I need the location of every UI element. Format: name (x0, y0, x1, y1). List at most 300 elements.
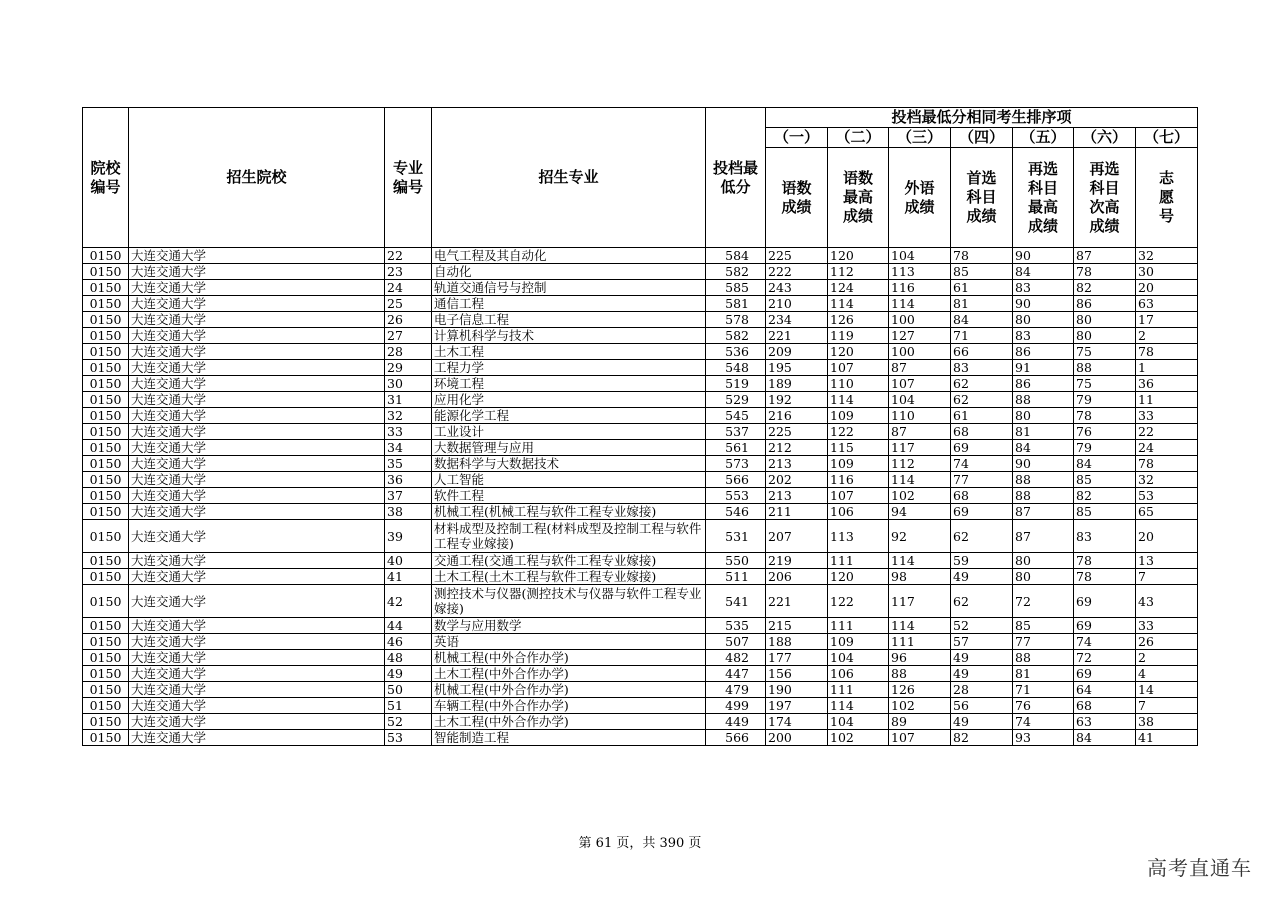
cell-min-score: 566 (706, 730, 766, 746)
cell-score-elective-max: 74 (1013, 714, 1074, 730)
cell-major-code: 39 (385, 520, 432, 553)
table-header (83, 108, 1198, 248)
cell-major-code: 36 (385, 472, 432, 488)
cell-score-first-subject: 61 (951, 280, 1013, 296)
cell-score-foreign: 126 (889, 682, 951, 698)
table-row (83, 312, 1198, 328)
cell-school-code: 0150 (83, 569, 129, 585)
table-row (83, 264, 1198, 280)
cell-school-name: 大连交通大学 (129, 650, 385, 666)
cell-score-elective-max: 84 (1013, 264, 1074, 280)
cell-min-score: 561 (706, 440, 766, 456)
cell-major-code: 48 (385, 650, 432, 666)
cell-score-foreign: 117 (889, 440, 951, 456)
cell-major-name: 交通工程(交通工程与软件工程专业嫁接) (432, 553, 706, 569)
header-rank-2: （二） (828, 128, 889, 148)
cell-score-first-subject: 82 (951, 730, 1013, 746)
cell-volunteer-no: 4 (1136, 666, 1198, 682)
table-row (83, 698, 1198, 714)
cell-score-first-subject: 62 (951, 376, 1013, 392)
cell-score-first-subject: 59 (951, 553, 1013, 569)
cell-major-code: 30 (385, 376, 432, 392)
cell-score-yushu-max: 112 (828, 264, 889, 280)
cell-min-score: 578 (706, 312, 766, 328)
cell-score-foreign: 100 (889, 312, 951, 328)
cell-school-name: 大连交通大学 (129, 682, 385, 698)
cell-school-name: 大连交通大学 (129, 714, 385, 730)
cell-score-first-subject: 49 (951, 666, 1013, 682)
cell-volunteer-no: 65 (1136, 504, 1198, 520)
header-subitem-4: 首选科目成绩 (951, 148, 1013, 248)
cell-score-foreign: 114 (889, 296, 951, 312)
cell-major-name: 轨道交通信号与控制 (432, 280, 706, 296)
table-row (83, 553, 1198, 569)
cell-major-name: 人工智能 (432, 472, 706, 488)
cell-score-yushu: 188 (766, 634, 828, 650)
cell-score-yushu: 215 (766, 618, 828, 634)
cell-score-yushu: 212 (766, 440, 828, 456)
cell-score-yushu-max: 110 (828, 376, 889, 392)
cell-min-score: 573 (706, 456, 766, 472)
cell-score-elective-max: 83 (1013, 328, 1074, 344)
cell-min-score: 511 (706, 569, 766, 585)
table-row (83, 682, 1198, 698)
cell-school-code: 0150 (83, 488, 129, 504)
cell-major-code: 27 (385, 328, 432, 344)
cell-score-first-subject: 69 (951, 440, 1013, 456)
cell-school-name: 大连交通大学 (129, 440, 385, 456)
cell-school-code: 0150 (83, 344, 129, 360)
cell-major-code: 35 (385, 456, 432, 472)
cell-score-foreign: 102 (889, 488, 951, 504)
cell-score-elective-max: 80 (1013, 569, 1074, 585)
cell-school-name: 大连交通大学 (129, 392, 385, 408)
cell-score-elective-second: 74 (1074, 634, 1136, 650)
cell-score-yushu: 213 (766, 488, 828, 504)
cell-score-elective-second: 78 (1074, 408, 1136, 424)
cell-score-yushu-max: 114 (828, 392, 889, 408)
page-footer: 第 61 页，共 390 页 (578, 836, 702, 851)
cell-score-yushu: 213 (766, 456, 828, 472)
cell-min-score: 537 (706, 424, 766, 440)
cell-volunteer-no: 7 (1136, 569, 1198, 585)
cell-score-yushu-max: 104 (828, 714, 889, 730)
cell-score-foreign: 116 (889, 280, 951, 296)
cell-score-yushu: 210 (766, 296, 828, 312)
cell-score-elective-second: 82 (1074, 488, 1136, 504)
cell-major-name: 车辆工程(中外合作办学) (432, 698, 706, 714)
cell-score-foreign: 113 (889, 264, 951, 280)
cell-school-name: 大连交通大学 (129, 296, 385, 312)
cell-score-foreign: 89 (889, 714, 951, 730)
cell-score-elective-max: 88 (1013, 650, 1074, 666)
cell-min-score: 582 (706, 264, 766, 280)
cell-school-name: 大连交通大学 (129, 456, 385, 472)
table-row (83, 634, 1198, 650)
cell-score-elective-second: 78 (1074, 553, 1136, 569)
cell-min-score: 581 (706, 296, 766, 312)
cell-school-name: 大连交通大学 (129, 472, 385, 488)
cell-min-score: 447 (706, 666, 766, 682)
cell-score-first-subject: 57 (951, 634, 1013, 650)
cell-score-yushu: 221 (766, 585, 828, 618)
cell-score-elective-max: 81 (1013, 424, 1074, 440)
header-school-name: 招生院校 (129, 108, 385, 248)
cell-score-yushu: 225 (766, 248, 828, 264)
watermark: 高考直通车 (1147, 856, 1252, 880)
cell-score-elective-second: 86 (1074, 296, 1136, 312)
cell-score-elective-second: 69 (1074, 618, 1136, 634)
cell-score-yushu: 219 (766, 553, 828, 569)
cell-volunteer-no: 33 (1136, 408, 1198, 424)
cell-school-code: 0150 (83, 634, 129, 650)
cell-school-code: 0150 (83, 520, 129, 553)
cell-min-score: 536 (706, 344, 766, 360)
cell-major-name: 应用化学 (432, 392, 706, 408)
cell-school-code: 0150 (83, 280, 129, 296)
cell-score-yushu-max: 106 (828, 504, 889, 520)
cell-score-yushu: 222 (766, 264, 828, 280)
cell-volunteer-no: 26 (1136, 634, 1198, 650)
cell-score-foreign: 87 (889, 424, 951, 440)
cell-score-yushu-max: 115 (828, 440, 889, 456)
cell-score-yushu: 189 (766, 376, 828, 392)
cell-major-name: 土木工程 (432, 344, 706, 360)
cell-school-name: 大连交通大学 (129, 408, 385, 424)
cell-score-elective-second: 85 (1074, 472, 1136, 488)
cell-school-code: 0150 (83, 408, 129, 424)
cell-volunteer-no: 13 (1136, 553, 1198, 569)
cell-score-yushu-max: 111 (828, 553, 889, 569)
cell-score-yushu-max: 107 (828, 488, 889, 504)
cell-score-foreign: 112 (889, 456, 951, 472)
table-row (83, 585, 1198, 618)
cell-score-foreign: 111 (889, 634, 951, 650)
cell-score-yushu-max: 107 (828, 360, 889, 376)
cell-score-yushu-max: 119 (828, 328, 889, 344)
cell-score-first-subject: 61 (951, 408, 1013, 424)
header-rank-5: （五） (1013, 128, 1074, 148)
cell-score-elective-second: 72 (1074, 650, 1136, 666)
cell-score-elective-max: 93 (1013, 730, 1074, 746)
cell-volunteer-no: 24 (1136, 440, 1198, 456)
cell-min-score: 482 (706, 650, 766, 666)
cell-score-yushu: 209 (766, 344, 828, 360)
cell-score-elective-max: 71 (1013, 682, 1074, 698)
cell-major-code: 51 (385, 698, 432, 714)
cell-major-code: 29 (385, 360, 432, 376)
cell-major-code: 31 (385, 392, 432, 408)
cell-major-code: 38 (385, 504, 432, 520)
cell-major-name: 大数据管理与应用 (432, 440, 706, 456)
cell-major-code: 22 (385, 248, 432, 264)
cell-school-name: 大连交通大学 (129, 698, 385, 714)
cell-min-score: 566 (706, 472, 766, 488)
cell-school-code: 0150 (83, 328, 129, 344)
cell-score-yushu-max: 111 (828, 682, 889, 698)
cell-score-elective-second: 79 (1074, 440, 1136, 456)
cell-score-elective-max: 72 (1013, 585, 1074, 618)
cell-score-yushu: 206 (766, 569, 828, 585)
cell-score-elective-second: 69 (1074, 585, 1136, 618)
cell-school-name: 大连交通大学 (129, 360, 385, 376)
cell-major-code: 34 (385, 440, 432, 456)
cell-school-code: 0150 (83, 585, 129, 618)
cell-score-yushu-max: 114 (828, 296, 889, 312)
cell-score-elective-second: 87 (1074, 248, 1136, 264)
cell-score-yushu: 225 (766, 424, 828, 440)
table-row (83, 248, 1198, 264)
cell-school-code: 0150 (83, 714, 129, 730)
cell-school-code: 0150 (83, 248, 129, 264)
cell-score-elective-max: 76 (1013, 698, 1074, 714)
cell-score-foreign: 114 (889, 618, 951, 634)
cell-min-score: 545 (706, 408, 766, 424)
cell-score-first-subject: 78 (951, 248, 1013, 264)
cell-volunteer-no: 63 (1136, 296, 1198, 312)
cell-school-name: 大连交通大学 (129, 264, 385, 280)
header-subitem-6: 再选科目次高成绩 (1074, 148, 1136, 248)
cell-major-code: 42 (385, 585, 432, 618)
cell-score-yushu: 211 (766, 504, 828, 520)
cell-school-code: 0150 (83, 682, 129, 698)
cell-score-first-subject: 52 (951, 618, 1013, 634)
cell-major-name: 机械工程(中外合作办学) (432, 650, 706, 666)
cell-volunteer-no: 1 (1136, 360, 1198, 376)
cell-score-foreign: 94 (889, 504, 951, 520)
cell-min-score: 541 (706, 585, 766, 618)
cell-school-code: 0150 (83, 264, 129, 280)
cell-school-code: 0150 (83, 312, 129, 328)
cell-score-elective-second: 88 (1074, 360, 1136, 376)
cell-score-yushu-max: 109 (828, 456, 889, 472)
cell-score-first-subject: 62 (951, 585, 1013, 618)
cell-volunteer-no: 41 (1136, 730, 1198, 746)
cell-school-code: 0150 (83, 698, 129, 714)
cell-school-code: 0150 (83, 456, 129, 472)
cell-score-elective-max: 81 (1013, 666, 1074, 682)
cell-school-code: 0150 (83, 424, 129, 440)
cell-school-name: 大连交通大学 (129, 618, 385, 634)
cell-score-yushu: 234 (766, 312, 828, 328)
cell-score-elective-second: 82 (1074, 280, 1136, 296)
cell-school-name: 大连交通大学 (129, 312, 385, 328)
cell-score-elective-max: 77 (1013, 634, 1074, 650)
table-row (83, 472, 1198, 488)
cell-score-elective-max: 90 (1013, 248, 1074, 264)
table-row (83, 392, 1198, 408)
cell-min-score: 499 (706, 698, 766, 714)
header-rank-3: （三） (889, 128, 951, 148)
cell-school-code: 0150 (83, 666, 129, 682)
cell-score-first-subject: 49 (951, 569, 1013, 585)
cell-major-name: 数据科学与大数据技术 (432, 456, 706, 472)
cell-school-code: 0150 (83, 650, 129, 666)
cell-school-code: 0150 (83, 376, 129, 392)
cell-volunteer-no: 32 (1136, 472, 1198, 488)
cell-score-yushu-max: 104 (828, 650, 889, 666)
cell-volunteer-no: 53 (1136, 488, 1198, 504)
cell-major-code: 52 (385, 714, 432, 730)
cell-major-name: 能源化学工程 (432, 408, 706, 424)
cell-score-foreign: 114 (889, 472, 951, 488)
cell-volunteer-no: 22 (1136, 424, 1198, 440)
cell-score-first-subject: 62 (951, 392, 1013, 408)
cell-school-name: 大连交通大学 (129, 344, 385, 360)
cell-score-first-subject: 49 (951, 650, 1013, 666)
cell-score-elective-second: 64 (1074, 682, 1136, 698)
cell-score-foreign: 98 (889, 569, 951, 585)
cell-volunteer-no: 7 (1136, 698, 1198, 714)
cell-school-name: 大连交通大学 (129, 280, 385, 296)
cell-score-yushu-max: 122 (828, 585, 889, 618)
cell-school-name: 大连交通大学 (129, 376, 385, 392)
cell-major-name: 电气工程及其自动化 (432, 248, 706, 264)
cell-major-name: 通信工程 (432, 296, 706, 312)
cell-score-elective-max: 86 (1013, 376, 1074, 392)
cell-min-score: 507 (706, 634, 766, 650)
cell-major-name: 机械工程(中外合作办学) (432, 682, 706, 698)
table-body (83, 248, 1198, 746)
cell-min-score: 535 (706, 618, 766, 634)
cell-volunteer-no: 17 (1136, 312, 1198, 328)
cell-score-yushu: 156 (766, 666, 828, 682)
cell-school-name: 大连交通大学 (129, 634, 385, 650)
cell-score-elective-second: 69 (1074, 666, 1136, 682)
cell-score-first-subject: 71 (951, 328, 1013, 344)
cell-min-score: 529 (706, 392, 766, 408)
cell-major-code: 44 (385, 618, 432, 634)
cell-score-first-subject: 62 (951, 520, 1013, 553)
table-row (83, 666, 1198, 682)
cell-score-first-subject: 28 (951, 682, 1013, 698)
table-row (83, 520, 1198, 553)
cell-score-elective-max: 88 (1013, 488, 1074, 504)
cell-major-code: 40 (385, 553, 432, 569)
cell-score-yushu-max: 120 (828, 569, 889, 585)
cell-min-score: 519 (706, 376, 766, 392)
cell-min-score: 585 (706, 280, 766, 296)
table-row (83, 344, 1198, 360)
cell-score-yushu-max: 124 (828, 280, 889, 296)
cell-major-name: 工程力学 (432, 360, 706, 376)
cell-school-code: 0150 (83, 360, 129, 376)
cell-score-foreign: 114 (889, 553, 951, 569)
cell-score-yushu-max: 109 (828, 634, 889, 650)
cell-score-foreign: 100 (889, 344, 951, 360)
header-subitem-1: 语数成绩 (766, 148, 828, 248)
cell-score-yushu: 200 (766, 730, 828, 746)
cell-major-code: 49 (385, 666, 432, 682)
cell-major-code: 32 (385, 408, 432, 424)
cell-major-name: 英语 (432, 634, 706, 650)
cell-major-name: 工业设计 (432, 424, 706, 440)
cell-score-foreign: 107 (889, 376, 951, 392)
cell-score-first-subject: 77 (951, 472, 1013, 488)
cell-major-code: 50 (385, 682, 432, 698)
cell-school-name: 大连交通大学 (129, 585, 385, 618)
cell-score-elective-max: 88 (1013, 472, 1074, 488)
cell-major-code: 24 (385, 280, 432, 296)
cell-score-elective-max: 84 (1013, 440, 1074, 456)
header-min-score: 投档最低分 (706, 108, 766, 248)
table-row (83, 504, 1198, 520)
cell-major-name: 智能制造工程 (432, 730, 706, 746)
cell-score-yushu: 216 (766, 408, 828, 424)
cell-school-name: 大连交通大学 (129, 328, 385, 344)
cell-school-code: 0150 (83, 553, 129, 569)
cell-score-elective-second: 84 (1074, 456, 1136, 472)
cell-major-name: 计算机科学与技术 (432, 328, 706, 344)
cell-volunteer-no: 2 (1136, 328, 1198, 344)
cell-score-elective-second: 76 (1074, 424, 1136, 440)
table-row (83, 618, 1198, 634)
cell-score-elective-second: 78 (1074, 264, 1136, 280)
cell-volunteer-no: 14 (1136, 682, 1198, 698)
cell-score-yushu: 243 (766, 280, 828, 296)
cell-major-code: 23 (385, 264, 432, 280)
header-subitem-7: 志愿号 (1136, 148, 1198, 248)
cell-volunteer-no: 78 (1136, 456, 1198, 472)
cell-school-name: 大连交通大学 (129, 248, 385, 264)
cell-score-foreign: 87 (889, 360, 951, 376)
cell-score-elective-second: 84 (1074, 730, 1136, 746)
cell-volunteer-no: 78 (1136, 344, 1198, 360)
cell-score-first-subject: 81 (951, 296, 1013, 312)
cell-volunteer-no: 20 (1136, 280, 1198, 296)
cell-score-elective-max: 85 (1013, 618, 1074, 634)
cell-major-code: 41 (385, 569, 432, 585)
cell-min-score: 584 (706, 248, 766, 264)
cell-major-name: 电子信息工程 (432, 312, 706, 328)
cell-score-elective-second: 80 (1074, 328, 1136, 344)
header-major-code: 专业编号 (385, 108, 432, 248)
cell-score-elective-second: 79 (1074, 392, 1136, 408)
cell-score-first-subject: 66 (951, 344, 1013, 360)
cell-score-foreign: 117 (889, 585, 951, 618)
cell-score-first-subject: 74 (951, 456, 1013, 472)
cell-score-elective-max: 87 (1013, 520, 1074, 553)
cell-score-elective-second: 63 (1074, 714, 1136, 730)
cell-score-elective-max: 91 (1013, 360, 1074, 376)
cell-score-first-subject: 69 (951, 504, 1013, 520)
cell-major-name: 土木工程(中外合作办学) (432, 714, 706, 730)
cell-score-yushu: 221 (766, 328, 828, 344)
cell-score-elective-second: 68 (1074, 698, 1136, 714)
cell-major-code: 26 (385, 312, 432, 328)
cell-major-name: 土木工程(土木工程与软件工程专业嫁接) (432, 569, 706, 585)
cell-min-score: 531 (706, 520, 766, 553)
cell-school-code: 0150 (83, 472, 129, 488)
cell-major-code: 46 (385, 634, 432, 650)
table-row (83, 730, 1198, 746)
cell-score-first-subject: 68 (951, 424, 1013, 440)
cell-major-name: 材料成型及控制工程(材料成型及控制工程与软件工程专业嫁接) (432, 520, 706, 553)
cell-school-name: 大连交通大学 (129, 730, 385, 746)
cell-score-elective-max: 80 (1013, 312, 1074, 328)
cell-score-yushu-max: 111 (828, 618, 889, 634)
cell-volunteer-no: 32 (1136, 248, 1198, 264)
cell-school-code: 0150 (83, 730, 129, 746)
cell-school-name: 大连交通大学 (129, 504, 385, 520)
header-rank-6: （六） (1074, 128, 1136, 148)
table-row (83, 360, 1198, 376)
cell-volunteer-no: 33 (1136, 618, 1198, 634)
cell-score-elective-max: 90 (1013, 456, 1074, 472)
cell-school-code: 0150 (83, 504, 129, 520)
header-rank-1: （一） (766, 128, 828, 148)
cell-score-yushu-max: 106 (828, 666, 889, 682)
